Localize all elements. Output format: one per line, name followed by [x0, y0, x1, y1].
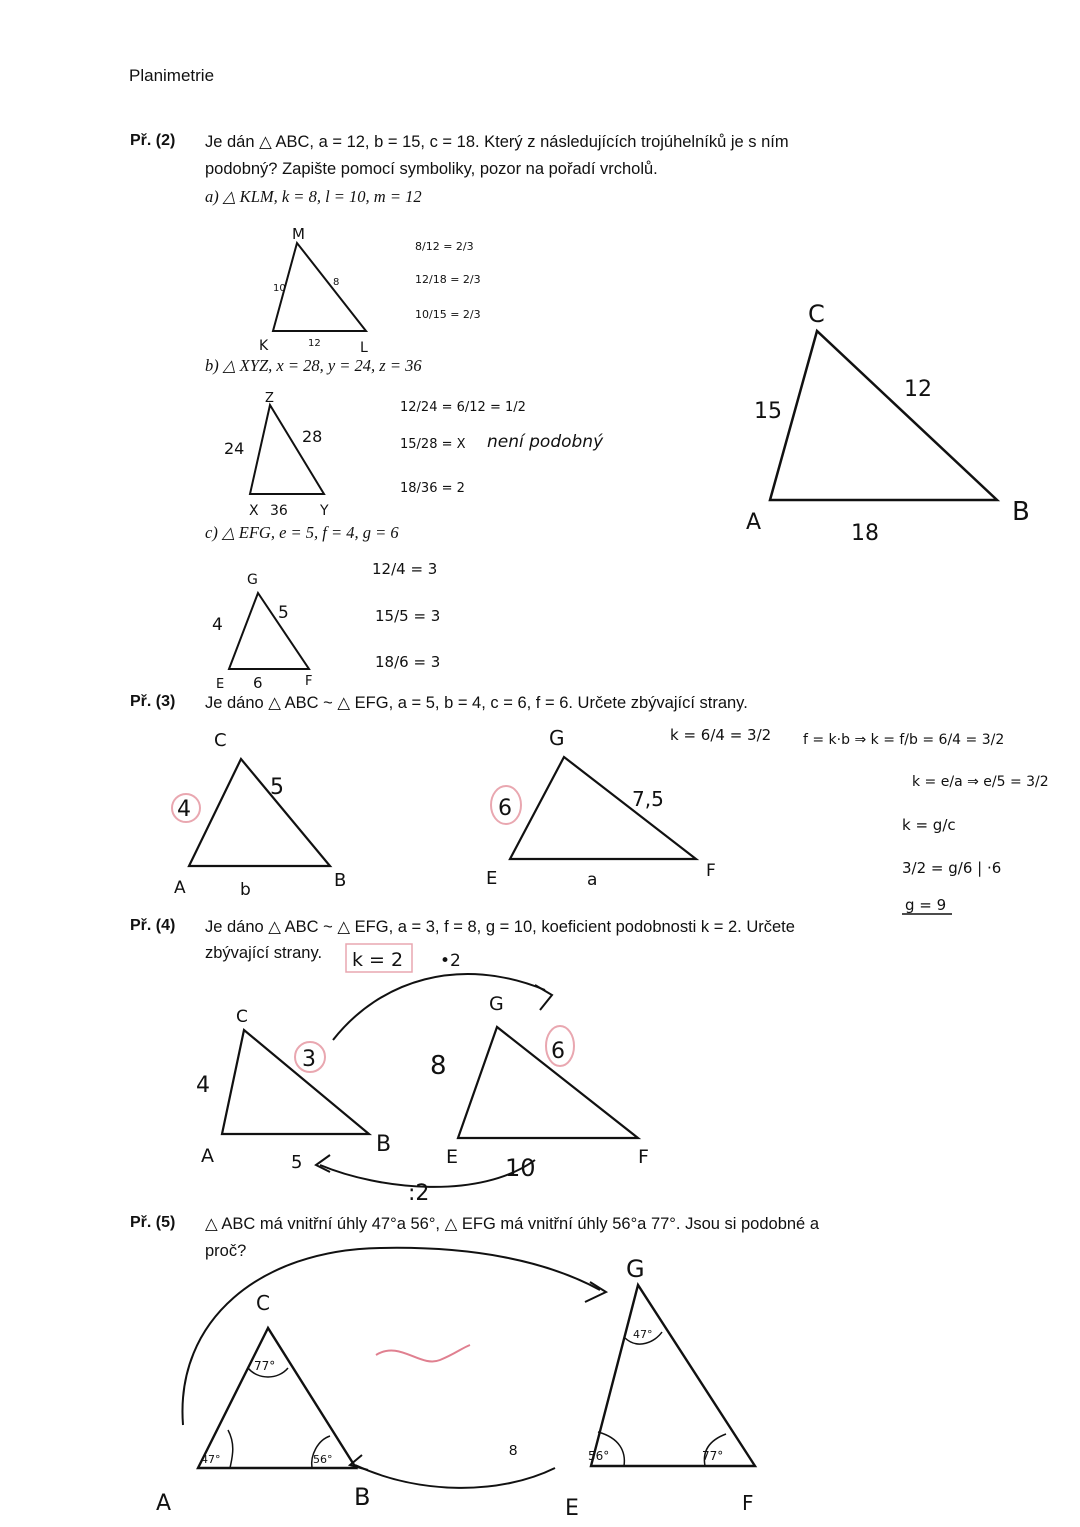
- work-line: g = 9: [905, 896, 947, 914]
- angle-a-label: 47°: [201, 1453, 221, 1466]
- ratio-line: 12/4 = 3: [372, 560, 438, 578]
- ex3-work: [670, 726, 1049, 914]
- vertex-f-label: F: [305, 674, 313, 689]
- exercise-4-line2: zbývající strany.: [205, 944, 323, 962]
- side-label-base: 36: [270, 503, 288, 519]
- side-label-cb: 12: [904, 377, 932, 402]
- vertex-x-label: X: [249, 503, 259, 519]
- side-label-right: 7,5: [632, 787, 664, 811]
- vertex-y-label: Y: [320, 503, 329, 519]
- work-line: 3/2 = g/6 | ·6: [902, 859, 1002, 877]
- side-label-base: b: [240, 880, 251, 900]
- ratio-line: 15/28 = X: [400, 437, 466, 452]
- vertex-c-label: C: [256, 1291, 270, 1315]
- side-label-ab: 18: [851, 521, 879, 546]
- multiply-label: •2: [440, 951, 461, 971]
- vertex-c-label: C: [808, 300, 825, 328]
- vertex-z-label: Z: [265, 391, 274, 406]
- side-label-right: 3: [302, 1047, 316, 1072]
- exercise-5-label: Př. (5): [130, 1214, 176, 1231]
- side-label-base: 12: [308, 338, 321, 349]
- side-label-left: 4: [212, 615, 223, 635]
- vertex-g-label: G: [489, 993, 504, 1015]
- work-line: k = g/c: [902, 816, 956, 834]
- triangle-klm: [259, 225, 368, 356]
- vertex-k-label: K: [259, 338, 269, 354]
- vertex-f-label: F: [638, 1146, 649, 1168]
- triangle-efg-ex4: [430, 993, 649, 1182]
- page-number: 8: [509, 1442, 518, 1459]
- vertex-e-label: E: [446, 1146, 459, 1168]
- vertex-a-label: A: [201, 1145, 214, 1167]
- work-line: f = k·b ⇒ k = f/b = 6/4 = 3/2: [803, 732, 1005, 748]
- exercise-2-line2: podobný? Zapište pomocí symboliky, pozor na pořadí vrcholů.: [205, 160, 658, 178]
- side-label-right: 5: [278, 603, 289, 623]
- side-label-right: 6: [551, 1039, 565, 1064]
- vertex-e-label: E: [216, 677, 225, 692]
- side-label-left: 8: [430, 1051, 447, 1081]
- ratio-line: 12/24 = 6/12 = 1/2: [400, 400, 526, 415]
- vertex-a-label: A: [174, 878, 186, 898]
- side-label-base: 10: [505, 1154, 536, 1182]
- side-label-base: 6: [253, 674, 263, 692]
- ex5-arrows: [182, 1248, 606, 1488]
- angle-g-label: 47°: [633, 1328, 653, 1341]
- ratio-line: 18/36 = 2: [400, 481, 465, 496]
- ratio-line: 8/12 = 2/3: [415, 240, 474, 253]
- triangle-abc-ex3: [172, 730, 346, 900]
- vertex-b-label: B: [1012, 497, 1030, 527]
- angle-e-label: 56°: [588, 1449, 610, 1463]
- exercise-2-line1: Je dán △ ABC, a = 12, b = 15, c = 18. Který z následujících trojúhelníků je s ním: [205, 133, 789, 151]
- exercise-5-line2: proč?: [205, 1242, 247, 1260]
- vertex-c-label: C: [236, 1007, 248, 1027]
- vertex-l-label: L: [360, 340, 368, 356]
- ex4-k-box: [346, 944, 461, 972]
- vertex-e-label: E: [486, 868, 498, 889]
- vertex-g-label: G: [247, 572, 258, 588]
- side-label-left: 6: [498, 796, 512, 821]
- triangle-abc-ex5: [156, 1291, 370, 1516]
- side-label-ac: 15: [754, 399, 782, 424]
- vertex-b-label: B: [334, 870, 347, 891]
- side-label-right: 8: [333, 277, 340, 288]
- vertex-b-label: B: [376, 1132, 392, 1157]
- ratio-line: 15/5 = 3: [375, 607, 441, 625]
- ratio-line: 12/18 = 2/3: [415, 273, 481, 286]
- exercise-2-part-c: c) △ EFG, e = 5, f = 4, g = 6: [205, 523, 399, 542]
- vertex-g-label: G: [626, 1255, 645, 1283]
- divide-label: :2: [408, 1181, 430, 1206]
- triangle-efg-ex5: [565, 1255, 755, 1521]
- exercise-2-part-b: b) △ XYZ, x = 28, y = 24, z = 36: [205, 356, 422, 375]
- vertex-a-label: A: [746, 510, 762, 535]
- side-label-base: a: [587, 870, 598, 890]
- ratios-klm: [415, 240, 481, 321]
- vertex-f-label: F: [706, 861, 716, 881]
- reference-triangle-abc: [746, 300, 1030, 546]
- side-label-left: 24: [224, 439, 245, 458]
- vertex-a-label: A: [156, 1491, 172, 1516]
- not-similar-note: není podobný: [487, 432, 604, 452]
- triangle-efg-c: [212, 572, 312, 692]
- k-value: k = 2: [352, 949, 404, 971]
- side-label-left: 10: [273, 283, 286, 294]
- ratios-xyz: [400, 400, 604, 496]
- exercise-4-label: Př. (4): [130, 917, 176, 934]
- exercise-2-label: Př. (2): [130, 132, 176, 149]
- exercise-3-label: Př. (3): [130, 693, 176, 710]
- triangle-efg-ex3: [486, 726, 716, 890]
- page-header: Planimetrie: [129, 66, 215, 85]
- vertex-b-label: B: [354, 1483, 371, 1511]
- vertex-c-label: C: [214, 730, 227, 751]
- vertex-m-label: M: [292, 225, 305, 243]
- angle-b-label: 56°: [313, 1453, 333, 1466]
- side-label-left: 4: [196, 1073, 210, 1098]
- work-line: k = e/a ⇒ e/5 = 3/2: [912, 774, 1049, 790]
- exercise-4-line1: Je dáno △ ABC ~ △ EFG, a = 3, f = 8, g = 10, koeficient podobnosti k = 2. Určete: [205, 918, 795, 936]
- side-label-right: 28: [302, 427, 323, 446]
- ratios-efg: [372, 560, 440, 671]
- side-label-right: 5: [270, 775, 284, 800]
- exercise-5-line1: △ ABC má vnitřní úhly 47°a 56°, △ EFG má vnitřní úhly 56°a 77°. Jsou si podobné a: [205, 1215, 819, 1233]
- exercise-2-part-a: a) △ KLM, k = 8, l = 10, m = 12: [205, 187, 422, 206]
- side-label-base: 5: [291, 1152, 303, 1173]
- angle-c-label: 77°: [254, 1359, 276, 1373]
- angle-f-label: 77°: [702, 1449, 724, 1463]
- vertex-g-label: G: [549, 726, 565, 750]
- triangle-abc-ex4: [196, 1007, 391, 1173]
- side-label-left: 4: [177, 797, 191, 822]
- triangle-xyz: [224, 391, 329, 519]
- ratio-line: 18/6 = 3: [375, 653, 441, 671]
- exercise-3-text: Je dáno △ ABC ~ △ EFG, a = 5, b = 4, c = 6, f = 6. Určete zbývající strany.: [205, 694, 748, 712]
- ratio-line: 10/15 = 2/3: [415, 308, 481, 321]
- similarity-sign: [376, 1345, 470, 1361]
- work-line: k = 6/4 = 3/2: [670, 726, 772, 744]
- vertex-e-label: E: [565, 1496, 579, 1521]
- vertex-f-label: F: [742, 1491, 754, 1515]
